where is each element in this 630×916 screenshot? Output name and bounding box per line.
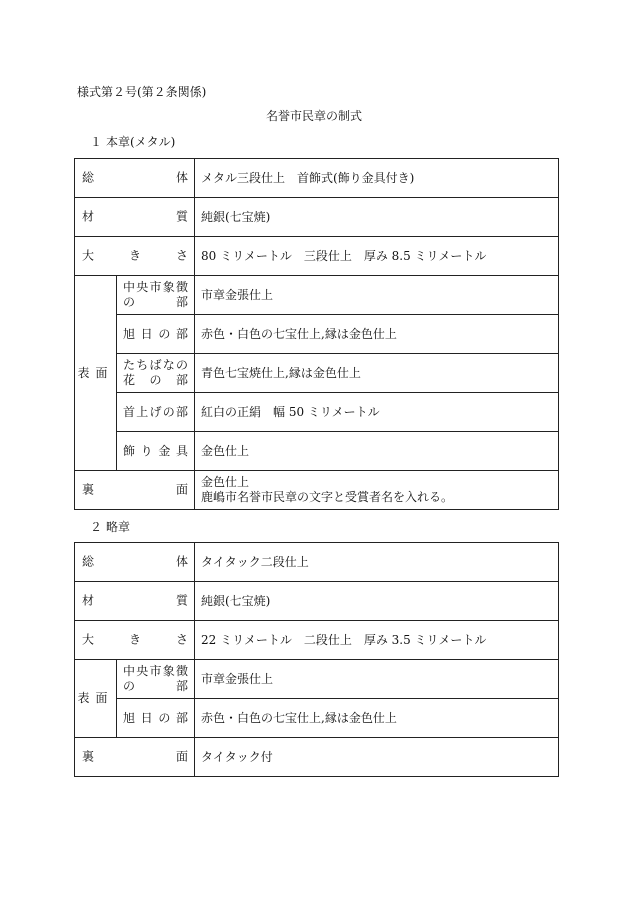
table-row	[75, 471, 559, 510]
table-row	[75, 276, 559, 315]
table-row	[75, 237, 559, 276]
row-label-size: 大 き さ	[75, 237, 195, 276]
document-title: 名誉市民章の制式	[266, 109, 363, 123]
table-row	[75, 159, 559, 198]
table-row	[75, 198, 559, 237]
surface-value-fitting: 金色仕上	[195, 432, 559, 471]
table-row	[75, 543, 559, 582]
table-row	[75, 582, 559, 621]
surface-label-neck: 首上げの部	[117, 393, 195, 432]
row-value-size: 80 ミリメートル 三段仕上 厚み 8.5 ミリメートル	[195, 237, 559, 276]
surface-value-center: 市章金張仕上	[195, 660, 559, 699]
section1-heading	[90, 136, 175, 148]
table-row	[75, 354, 559, 393]
surface-label-center: 中央市象徴の部	[117, 660, 195, 699]
table-row	[75, 621, 559, 660]
surface-value-rising-sun: 赤色・白色の七宝仕上,縁は金色仕上	[195, 315, 559, 354]
section1-number: １	[90, 135, 103, 149]
row-label-size: 大 き さ	[75, 621, 195, 660]
form-label: 様式第２号(第２条関係)	[77, 85, 207, 99]
table-row	[75, 315, 559, 354]
row-value-material: 純銀(七宝焼)	[195, 582, 559, 621]
row-label-material: 材 質	[75, 198, 195, 237]
back-value-line2: 鹿嶋市名誉市民章の文字と受賞者名を入れる。	[201, 490, 454, 504]
section2-heading	[90, 521, 130, 533]
table-row	[75, 738, 559, 777]
section2-title: 略章	[106, 520, 131, 534]
main-medal-spec-table	[74, 158, 559, 510]
table-row	[75, 432, 559, 471]
table-row	[75, 660, 559, 699]
mini-badge-spec-table	[74, 542, 559, 777]
surface-label-fitting: 飾り金具	[117, 432, 195, 471]
row-label-material: 材 質	[75, 582, 195, 621]
row-value-back	[195, 471, 559, 510]
table-row	[75, 699, 559, 738]
surface-value-rising-sun: 赤色・白色の七宝仕上,縁は金色仕上	[195, 699, 559, 738]
surface-label-center: 中央市象徴の部	[117, 276, 195, 315]
surface-label-rising-sun: 旭日の部	[117, 315, 195, 354]
row-value-overall: タイタック二段仕上	[195, 543, 559, 582]
surface-label-rising-sun: 旭日の部	[117, 699, 195, 738]
surface-label-tachibana: たちばなの花の部	[117, 354, 195, 393]
row-label-back: 裏 面	[75, 738, 195, 777]
row-label-surface: 表面	[75, 660, 117, 738]
surface-value-tachibana: 青色七宝焼仕上,縁は金色仕上	[195, 354, 559, 393]
section2-number: ２	[90, 520, 103, 534]
row-label-overall: 総 体	[75, 543, 195, 582]
row-value-back: タイタック付	[195, 738, 559, 777]
row-label-back: 裏 面	[75, 471, 195, 510]
row-value-overall: メタル三段仕上 首飾式(飾り金具付き)	[195, 159, 559, 198]
table-row	[75, 393, 559, 432]
row-value-size: 22 ミリメートル 二段仕上 厚み 3.5 ミリメートル	[195, 621, 559, 660]
row-label-overall: 総 体	[75, 159, 195, 198]
row-label-surface: 表面	[75, 276, 117, 471]
section1-title: 本章(メタル)	[106, 135, 176, 149]
back-value-line1: 金色仕上	[201, 475, 250, 489]
surface-value-neck: 紅白の正絹 幅 50 ミリメートル	[195, 393, 559, 432]
surface-value-center: 市章金張仕上	[195, 276, 559, 315]
row-value-material: 純銀(七宝焼)	[195, 198, 559, 237]
